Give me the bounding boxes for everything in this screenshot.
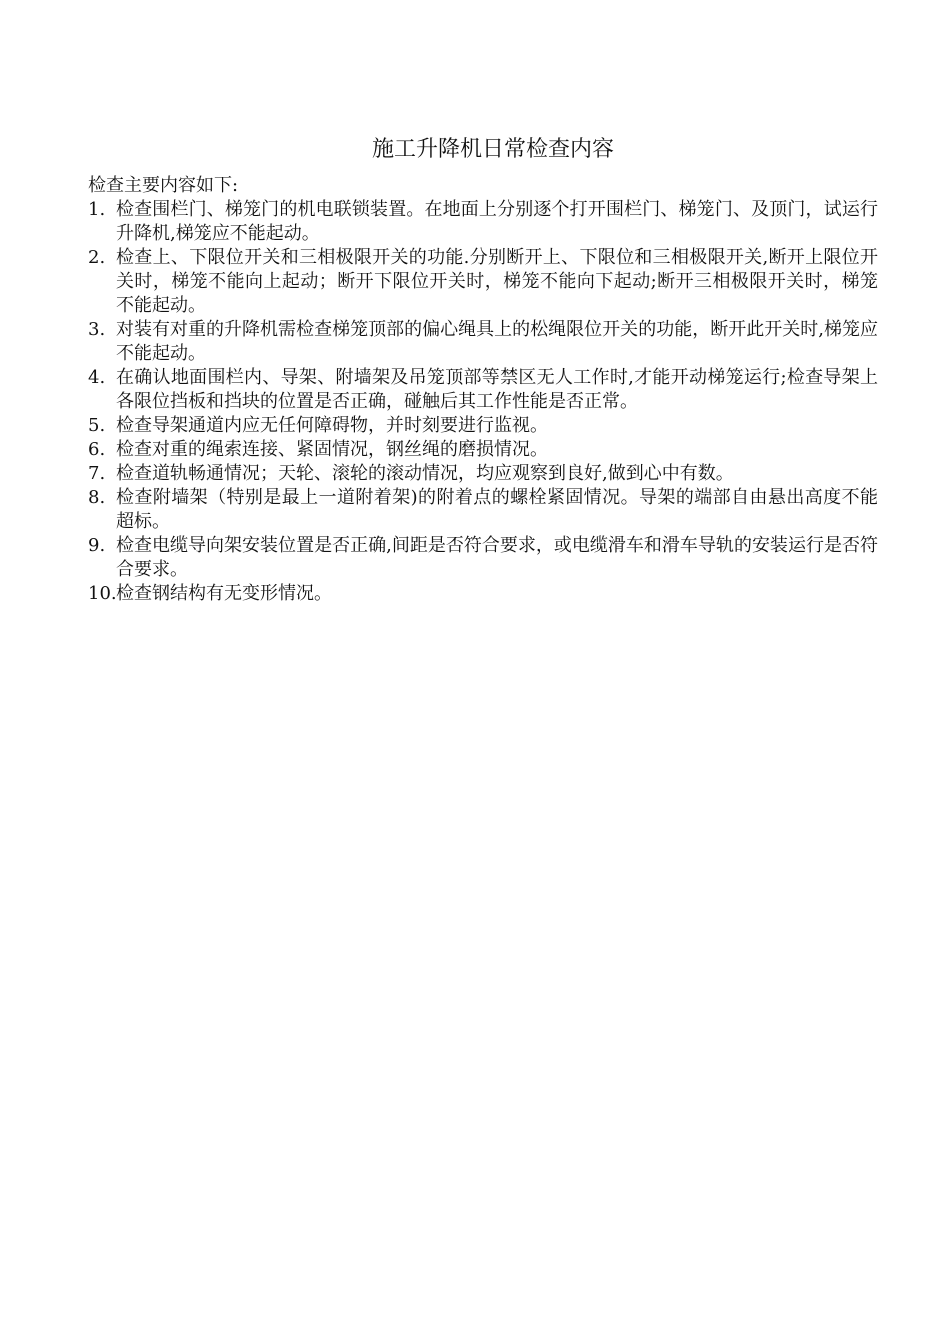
item-number: 6. [88,439,106,460]
document-content [88,132,878,606]
item-number: 8. [88,487,106,508]
list-item [88,486,878,534]
item-text: 检查附墙架（特别是最上一道附着架)的附着点的螺栓紧固情况。导架的端部自由悬出高度不能超标。 [116,487,878,532]
item-text: 对装有对重的升降机需检查梯笼顶部的偏心绳具上的松绳限位开关的功能，断开此开关时,梯笼应不能起动。 [116,319,878,364]
item-number: 4. [88,367,106,388]
item-number: 7. [88,463,106,484]
item-text: 检查道轨畅通情况；天轮、滚轮的滚动情况，均应观察到良好,做到心中有数。 [116,463,734,484]
list-item [88,438,878,462]
item-text: 检查对重的绳索连接、紧固情况，钢丝绳的磨损情况。 [116,439,548,460]
item-number: 10. [88,583,117,604]
list-item [88,366,878,414]
item-number: 3. [88,319,106,340]
item-text: 检查导架通道内应无任何障碍物，并时刻要进行监视。 [116,415,548,436]
inspection-list [88,198,878,606]
list-item [88,414,878,438]
item-text: 检查电缆导向架安装位置是否正确,间距是否符合要求，或电缆滑车和滑车导轨的安装运行是否符合要求。 [116,535,878,580]
item-number: 1. [88,199,106,220]
item-text: 在确认地面围栏内、导架、附墙架及吊笼顶部等禁区无人工作时,才能开动梯笼运行;检查导架上各限位挡板和挡块的位置是否正确，碰触后其工作性能是否正常。 [116,367,878,412]
document-title: 施工升降机日常检查内容 [371,137,614,162]
list-item [88,246,878,318]
item-text: 检查钢结构有无变形情况。 [116,583,332,604]
list-item [88,534,878,582]
item-text: 检查围栏门、梯笼门的机电联锁装置。在地面上分别逐个打开围栏门、梯笼门、及顶门，试运行升降机,梯笼应不能起动。 [116,199,878,244]
list-item [88,318,878,366]
intro-text: 检查主要内容如下: [88,175,239,196]
list-item [88,582,878,606]
item-number: 9. [88,535,106,556]
item-number: 2. [88,247,106,268]
list-item [88,462,878,486]
list-item [88,198,878,246]
item-number: 5. [88,415,106,436]
item-text: 检查上、下限位开关和三相极限开关的功能.分别断开上、下限位和三相极限开关,断开上限位开关时，梯笼不能向上起动；断开下限位开关时，梯笼不能向下起动;断开三相极限开关时，梯笼不能起动。 [116,247,878,316]
